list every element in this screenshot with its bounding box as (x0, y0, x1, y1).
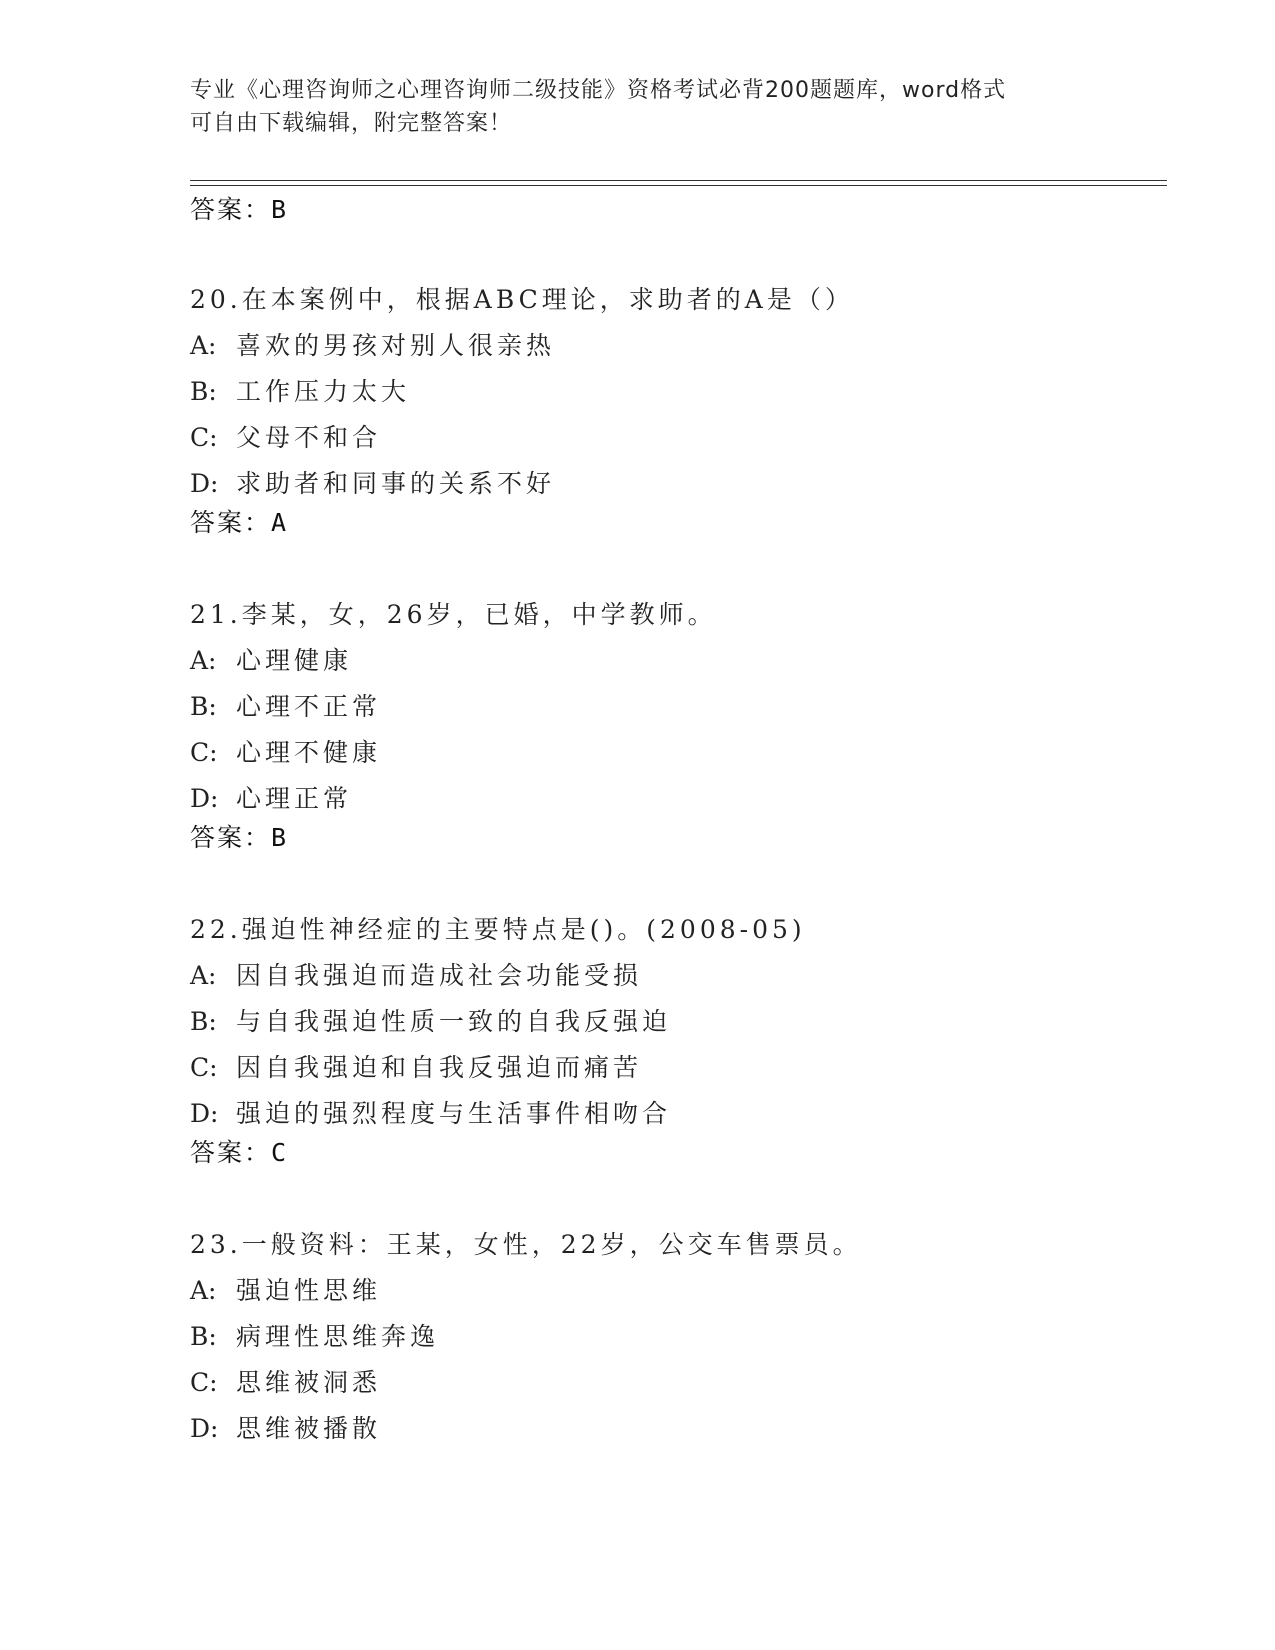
question-stem: 20.在本案例中，根据ABC理论，求助者的A是（） (190, 285, 854, 314)
option-c (190, 1045, 1190, 1091)
document-header (190, 74, 1090, 140)
question-21 (190, 592, 1190, 822)
option-key: A: (190, 646, 217, 675)
option-text: 因自我强迫而造成社会功能受损 (236, 961, 643, 990)
option-key: C: (190, 1368, 218, 1397)
question-23 (190, 1222, 1190, 1452)
option-text: 思维被洞悉 (236, 1368, 382, 1397)
option-b (190, 369, 1190, 415)
option-key: D: (190, 784, 219, 813)
question-stem: 22.强迫性神经症的主要特点是()。(2008-05) (190, 915, 806, 944)
answer-label: 答案： (190, 1138, 272, 1167)
option-key: A: (190, 331, 217, 360)
option-key: D: (190, 1414, 219, 1443)
header-divider-bottom (190, 185, 1167, 186)
option-key: B: (190, 1007, 217, 1036)
option-a (190, 323, 1190, 369)
answer-value: A (271, 508, 289, 537)
header-title-line-2: 可自由下载编辑，附完整答案！ (190, 111, 513, 136)
option-d (190, 1406, 1190, 1452)
answer-value: B (271, 195, 289, 224)
option-b (190, 1314, 1190, 1360)
option-c (190, 1360, 1190, 1406)
question-22 (190, 907, 1190, 1137)
header-divider-top (190, 180, 1167, 181)
question-stem: 23.一般资料：王某，女性，22岁，公交车售票员。 (190, 1230, 862, 1259)
answer-value: C (271, 1138, 289, 1167)
option-text: 心理不正常 (236, 692, 382, 721)
option-b (190, 684, 1190, 730)
option-d (190, 776, 1190, 822)
option-key: B: (190, 1322, 217, 1351)
option-text: 强迫的强烈程度与生活事件相吻合 (236, 1099, 672, 1128)
question-stem: 21.李某，女，26岁，已婚，中学教师。 (190, 600, 717, 629)
header-title-line-1: 专业《心理咨询师之心理咨询师二级技能》资格考试必背200题题库，word格式 (190, 78, 1007, 103)
option-d (190, 1091, 1190, 1137)
option-text: 强迫性思维 (236, 1276, 382, 1305)
option-c (190, 730, 1190, 776)
option-key: C: (190, 1053, 218, 1082)
answer-line-21 (190, 820, 288, 856)
answer-label: 答案： (190, 195, 272, 224)
option-key: C: (190, 738, 218, 767)
option-key: C: (190, 423, 218, 452)
option-text: 因自我强迫和自我反强迫而痛苦 (236, 1053, 643, 1082)
option-d (190, 461, 1190, 507)
answer-line-prev (190, 192, 288, 228)
option-text: 病理性思维奔逸 (236, 1322, 440, 1351)
option-a (190, 1268, 1190, 1314)
option-text: 与自我强迫性质一致的自我反强迫 (236, 1007, 672, 1036)
answer-label: 答案： (190, 823, 272, 852)
option-b (190, 999, 1190, 1045)
question-20 (190, 277, 1190, 507)
option-text: 心理健康 (236, 646, 353, 675)
option-key: A: (190, 961, 217, 990)
option-c (190, 415, 1190, 461)
option-key: A: (190, 1276, 217, 1305)
option-text: 心理正常 (236, 784, 353, 813)
option-text: 工作压力太大 (236, 377, 411, 406)
option-key: D: (190, 469, 219, 498)
answer-label: 答案： (190, 508, 272, 537)
option-text: 喜欢的男孩对别人很亲热 (236, 331, 556, 360)
option-key: B: (190, 692, 217, 721)
answer-value: B (271, 823, 289, 852)
answer-line-22 (190, 1135, 288, 1171)
option-text: 心理不健康 (236, 738, 382, 767)
option-key: B: (190, 377, 217, 406)
answer-line-20 (190, 505, 288, 541)
option-a (190, 953, 1190, 999)
option-a (190, 638, 1190, 684)
option-text: 求助者和同事的关系不好 (236, 469, 556, 498)
option-key: D: (190, 1099, 219, 1128)
option-text: 父母不和合 (236, 423, 382, 452)
option-text: 思维被播散 (236, 1414, 382, 1443)
